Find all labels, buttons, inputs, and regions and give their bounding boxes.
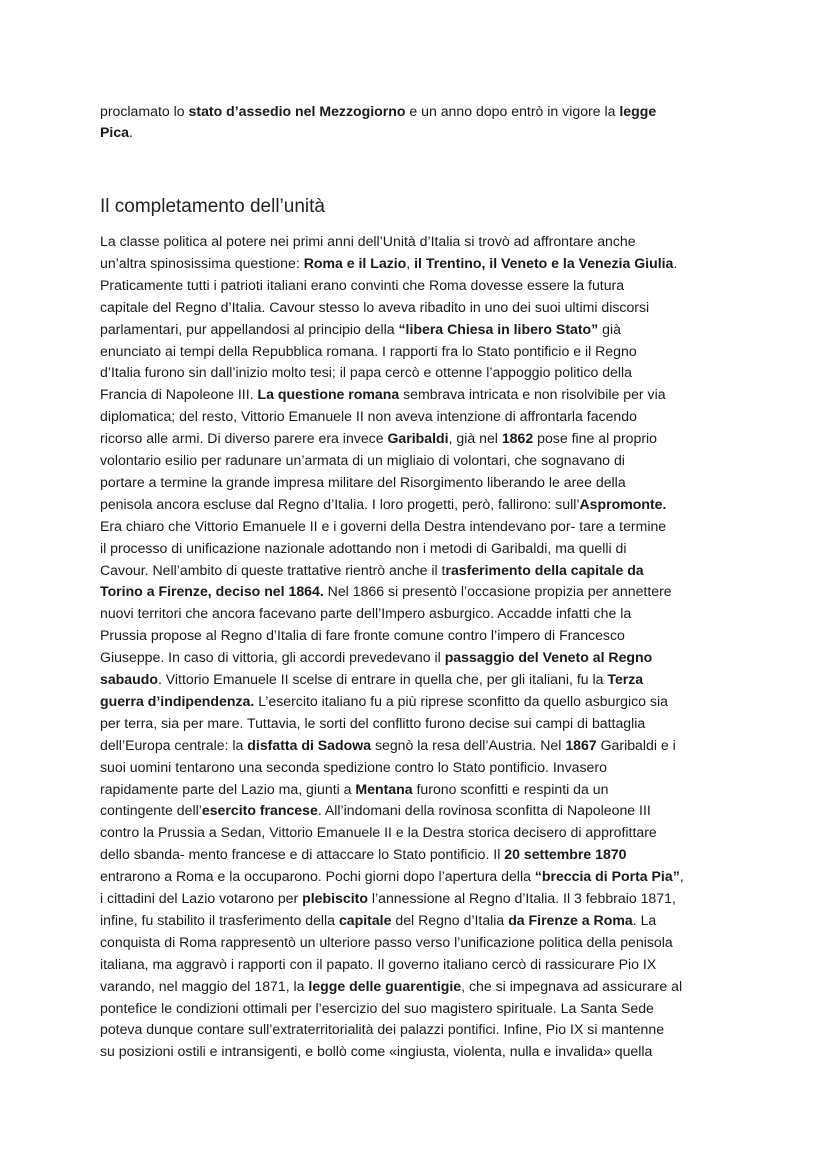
text-line (100, 253, 677, 273)
text-run: parlamentari, pur appellandosi al principio della (100, 320, 399, 337)
text-line (100, 319, 621, 339)
text-line (100, 800, 651, 820)
text-line (100, 669, 643, 689)
text-run: Nel 1866 si presentò l’occasione propizia per annettere (323, 583, 672, 600)
text-run: infine, fu stabilito il trasferimento della (100, 911, 339, 928)
text-run: già (598, 320, 621, 337)
text-line (100, 384, 666, 404)
text-run: poteva dunque contare sull’extraterritorialità dei palazzi pontifici. Infine, Pio IX si mantenne (100, 1021, 665, 1038)
bold-text: Aspromonte. (579, 495, 667, 512)
text-line (100, 691, 668, 711)
text-run: , che si impegnava ad assicurare al (461, 977, 683, 994)
text-run: portare a termine la grande impresa militare del Risorgimento liberando le aree della (100, 473, 626, 490)
text-line (100, 603, 631, 623)
text-run: dell’Europa centrale: la (100, 736, 248, 753)
bold-text: passaggio del Veneto al Regno (444, 649, 653, 666)
text-run: Prussia propose al Regno d’Italia di fare fronte comune contro l’impero di Francesco (100, 627, 625, 644)
text-line (100, 428, 657, 448)
text-line (100, 275, 624, 295)
text-line (100, 998, 654, 1018)
bold-text: capitale (338, 911, 392, 928)
text-run: i cittadini del Lazio votarono per (100, 890, 303, 906)
text-run: Giuseppe. In caso di vittoria, gli accordi prevedevano il (100, 649, 445, 666)
text-line (100, 757, 607, 777)
text-line (100, 713, 645, 733)
text-run: varando, nel maggio del 1871, la (100, 977, 309, 994)
text-run: . All’indomani della rovinosa sconfitta di Napoleone III (317, 802, 651, 819)
text-run: d’Italia furono sin dall’inizio molto tesi; il papa cercò e ottenne l’appoggio politico della (100, 364, 632, 381)
text-run: . Vittorio Emanuele II scelse di entrare in quella che, per gli italiani, fu la (157, 671, 608, 687)
text-line (100, 932, 673, 952)
text-run: . (673, 254, 678, 271)
text-line (100, 297, 649, 317)
text-run: suoi uomini tentarono una seconda spedizione contro lo Stato pontificio. Invasero (100, 758, 607, 775)
text-line (100, 472, 626, 492)
text-run: penisola ancora escluse dal Regno d’Italia. I loro progetti, però, fallirono: sull’ (100, 495, 580, 512)
bold-text: “libera Chiesa in libero Stato” (398, 320, 599, 337)
text-line (100, 231, 636, 251)
text-run: segnò la resa dell’Austria. Nel (371, 736, 566, 753)
text-run: pose fine al proprio (533, 430, 657, 447)
text-run: furono sconfitti e respinti da un (412, 780, 609, 797)
bold-text: stato d’assedio nel Mezzogiorno (188, 103, 406, 119)
text-run: . (129, 124, 133, 140)
bold-text: guerra d’indipendenza. (100, 692, 255, 709)
bold-text: plebiscito (302, 890, 368, 906)
text-line (100, 341, 637, 361)
bold-text: 1862 (501, 430, 534, 447)
text-line (100, 625, 625, 645)
text-line (100, 406, 637, 426)
bold-text: Mentana (355, 780, 413, 797)
text-run: italiana, ma aggravò i rapporti con il papato. Il governo italiano cercò di rassicurare Pio IX (100, 955, 657, 972)
bold-text: Terza (607, 671, 644, 687)
bold-text: esercito francese (201, 802, 318, 819)
text-line (100, 101, 656, 121)
text-line (100, 362, 632, 382)
text-run: dello sbanda- mento francese e di attaccare lo Stato pontificio. Il (100, 846, 505, 863)
text-run: enunciato ai tempi della Repubblica romana. I rapporti fra lo Stato pontificio e il Regno (100, 342, 637, 359)
section-heading: Il completamento dell’unità (100, 196, 325, 217)
text-run: Garibaldi e i (596, 736, 676, 753)
text-run: entrarono a Roma e la occuparono. Pochi giorni dopo l’apertura della (100, 868, 535, 885)
text-line (100, 976, 682, 996)
text-run: del Regno d’Italia (391, 911, 509, 928)
text-line (100, 581, 672, 601)
text-line (100, 888, 676, 908)
text-run: , (679, 868, 684, 885)
text-run: rapidamente parte del Lazio ma, giunti a (100, 780, 356, 797)
text-run: pontefice le condizioni ottimali per l’esercizio del suo magistero spirituale. La Santa Sede (100, 999, 654, 1016)
text-line (100, 647, 652, 667)
bold-text: sabaudo (100, 671, 158, 687)
text-line (100, 910, 656, 930)
text-line (100, 779, 608, 799)
text-run: La classe politica al potere nei primi anni dell’Unità d’Italia si trovò ad affrontare anche (100, 233, 636, 249)
bold-text: 1867 (565, 736, 597, 753)
text-line (100, 1019, 664, 1039)
text-run: un’altra spinosissima questione: (100, 254, 304, 271)
text-run: Praticamente tutti i patrioti italiani erano convinti che Roma dovesse essere la futura (100, 276, 625, 293)
text-run: nuovi territori che ancora facevano parte dell’Impero asburgico. Accadde infatti che la (100, 605, 632, 622)
bold-text: disfatta di Sadowa (247, 736, 372, 753)
text-line (100, 1041, 652, 1061)
text-run: proclamato lo (100, 103, 189, 119)
text-run: volontario esilio per radunare un’armata di un migliaio di volontari, che sognavano di (100, 452, 625, 468)
text-run: conquista di Roma rappresentò un ulteriore passo verso l’unificazione politica della penisola (100, 933, 673, 950)
text-run: contro la Prussia a Sedan, Vittorio Emanuele II e la Destra storica decisero di approfittare (100, 824, 657, 841)
bold-text: legge (619, 103, 657, 119)
bold-text: La questione romana (257, 386, 400, 403)
text-run: e un anno dopo entrò in vigore la (405, 103, 620, 119)
text-run: sembrava intricata e non risolvibile per via (399, 386, 666, 403)
text-run: il processo di unificazione nazionale adottando non i metodi di Garibaldi, ma quelli di (100, 539, 627, 556)
text-run: . La (632, 911, 657, 928)
text-line (100, 122, 133, 142)
bold-text: Pica (100, 124, 129, 140)
bold-text: Torino a Firenze, deciso nel 1864. (100, 583, 324, 600)
bold-text: “breccia di Porta Pia” (534, 868, 680, 885)
text-run: l’annessione al Regno d’Italia. Il 3 febbraio 1871, (367, 890, 676, 906)
text-run: L’esercito italiano fu a più riprese sconfitto da quello asburgico sia (254, 692, 668, 709)
text-run: Cavour. Nell’ambito di queste trattative rientrò anche il t (100, 561, 446, 578)
text-run: su posizioni ostili e intransigenti, e bollò come «ingiusta, violenta, nulla e invalida» quella (100, 1043, 653, 1060)
text-run: contingente dell’ (100, 802, 202, 819)
text-run: , (406, 254, 415, 271)
text-run: capitale del Regno d’Italia. Cavour stesso lo aveva ribadito in uno dei suoi ultimi discorsi (100, 298, 650, 315)
bold-text: Garibaldi (387, 430, 449, 447)
text-line (100, 560, 644, 580)
text-line (100, 844, 627, 864)
text-run: ricorso alle armi. Di diverso parere era invece (100, 430, 388, 447)
text-line (100, 516, 666, 536)
text-line (100, 450, 625, 470)
text-line (100, 866, 684, 886)
text-line (100, 954, 656, 974)
text-line (100, 538, 627, 558)
text-run: Francia di Napoleone III. (100, 386, 258, 403)
text-line (100, 822, 657, 842)
bold-text: legge delle guarentigie (308, 977, 462, 994)
bold-text: rasferimento della capitale da (445, 561, 644, 578)
bold-text: da Firenze a Roma (508, 911, 633, 928)
text-run: diplomatica; del resto, Vittorio Emanuele II non aveva intenzione di affrontarla facendo (100, 408, 637, 425)
text-run: , già nel (448, 430, 502, 447)
text-line (100, 494, 666, 514)
bold-text: 20 settembre 1870 (504, 846, 627, 863)
bold-text: il Trentino, il Veneto e la Venezia Giulia (414, 254, 674, 271)
text-run: per terra, sia per mare. Tuttavia, le sorti del conflitto furono decise sui campi di battaglia (100, 714, 646, 731)
text-run: Era chiaro che Vittorio Emanuele II e i governi della Destra intendevano por- tare a termine (100, 517, 667, 534)
text-line (100, 735, 676, 755)
bold-text: Roma e il Lazio (303, 254, 407, 271)
